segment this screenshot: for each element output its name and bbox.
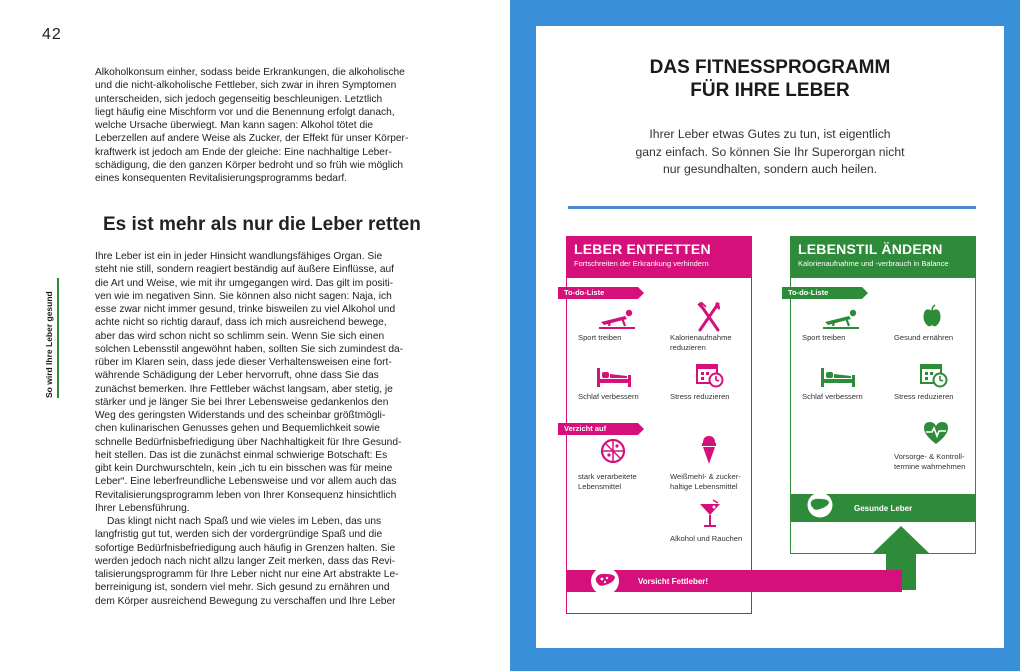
infographic-title xyxy=(536,56,1004,102)
avoid-tag: Verzicht auf xyxy=(558,423,638,435)
text-line: werden jedoch nach nicht allzu langer Zeit merken, dass das Revi- xyxy=(95,555,396,567)
text-line: achte nicht so richtig darauf, dass ich mich ausreichend bewege, xyxy=(95,317,387,329)
top-rule xyxy=(568,206,976,209)
text-line: Leber“. Eine leberfreundliche Lebensweise und vor allem auch das xyxy=(95,476,397,488)
lebensstil-aendern-header xyxy=(790,236,976,278)
fatty-liver-icon xyxy=(590,566,620,596)
text-line: dem Körper ausreichend Bewegung zu verschaffen und Ihre Leber xyxy=(95,595,396,607)
cocktail-icon xyxy=(698,498,722,528)
gesunde-leber-label: Gesunde Leber xyxy=(854,504,913,513)
item-label: Gesund ernähren xyxy=(894,333,954,342)
text-line: sofortige Bedürfnisbefriedigung auch häufig in Grenzen halten. Sie xyxy=(95,542,396,554)
text-line: kraftwerk ist jedoch am Ende der gleiche: Eine nachhaltige Leber- xyxy=(95,146,392,158)
text-line: berreinigung ist, sondern viel mehr. Sich gesund zu ernähren und xyxy=(95,582,390,594)
todo-item-schlaf xyxy=(802,392,892,402)
heart-pulse-icon xyxy=(922,420,950,446)
fork-knife-icon xyxy=(696,302,722,332)
section-heading: Es ist mehr als nur die Leber retten xyxy=(103,214,421,235)
todo-item-ernaehren xyxy=(894,333,984,343)
bed-icon xyxy=(820,366,856,388)
text-line: heit stellen. Das ist die zunächst einmal schwierige Botschaft: Es xyxy=(95,449,388,461)
item-label: Sport treiben xyxy=(802,333,846,342)
text-line: liegt häufig eine Mischform vor und die Benennung erfolgt danach, xyxy=(95,106,395,118)
text-line: Das klingt nicht nach Spaß und wie vieles im Leben, das uns xyxy=(107,516,382,527)
column-heading: LEBER ENTFETTEN xyxy=(574,241,711,257)
text-line: Leberzellen auf andere Weise als Zucker, der Effekt für unser Körper- xyxy=(95,133,409,145)
text-line: eines konsequenten Revitalisierungsprogramms bedarf. xyxy=(95,173,347,184)
text-line: steht nie still, sondern reagiert beständig auf äußere Einflüsse, auf xyxy=(95,264,395,276)
todo-tag-right: To-do-Liste xyxy=(782,287,862,299)
pushup-icon xyxy=(598,308,636,330)
leber-entfetten-header xyxy=(566,236,752,278)
item-label: Stress reduzieren xyxy=(670,392,730,401)
todo-item-stress xyxy=(670,392,760,402)
title-line: DAS FITNESSPROGRAMM xyxy=(649,57,891,78)
intro-paragraph xyxy=(95,66,425,185)
item-label: Sport treiben xyxy=(578,333,622,342)
side-chapter-label xyxy=(44,278,58,398)
healthy-liver-icon xyxy=(806,492,834,518)
text-line: chen kulinarischen Genusses gehen und Bequemlichkeit sowie xyxy=(95,423,380,435)
column-heading: LEBENSTIL ÄNDERN xyxy=(798,241,943,257)
infographic-panel xyxy=(536,26,1004,648)
text-line: schädigung, die den ganzen Körper bedroht und so früh wie möglich xyxy=(95,159,404,171)
pizza-icon xyxy=(600,438,626,464)
side-chapter-rule xyxy=(57,278,59,398)
page-number: 42 xyxy=(42,26,62,43)
text-line: zunächst bemerken. Ihre Fettleber wächst langsam, aber stetig, je xyxy=(95,383,393,395)
subtitle-line: Ihrer Leber etwas Gutes zu tun, ist eigentlich xyxy=(649,127,891,141)
text-line: esse zwar nicht immer gesund, trinke bisweilen zu viel Alkohol und xyxy=(95,304,396,315)
item-label: Weißmehl- & zucker- xyxy=(670,472,741,481)
item-label: Lebensmittel xyxy=(578,481,622,491)
text-line: welche Ursache überwiegt. Man kann sagen: Alkohol tötet die xyxy=(95,120,374,131)
item-label: Vorsorge- & Kontroll- xyxy=(894,452,965,461)
item-label: termine wahrnehmen xyxy=(894,461,966,471)
text-line: Ihrer Lebensführung. xyxy=(95,502,190,514)
right-page xyxy=(510,0,1020,671)
text-line: gibt kein Durchwurschteln, kein „ich tu ein bisschen was für meine xyxy=(95,463,393,474)
item-label: haltige Lebensmittel xyxy=(670,481,738,491)
vorsicht-fettleber-label: Vorsicht Fettleber! xyxy=(638,577,709,586)
todo-item-sport xyxy=(578,333,668,343)
column-subheading: Fortschreiten der Erkrankung verhindern xyxy=(574,259,709,268)
text-line: talisierungsprogramm für Ihre Leber nicht nur eine Art abstrakte Le- xyxy=(95,569,399,580)
item-label: Schlaf verbessern xyxy=(578,392,639,401)
item-label: stark verarbeitete xyxy=(578,472,637,481)
text-line: die Art und Weise, wie mit ihr umgegangen wird. Das gilt im positi- xyxy=(95,277,394,289)
todo-item-vorsorge xyxy=(894,452,984,471)
todo-item-stress xyxy=(894,392,984,402)
text-line: Weg des geringsten Widerstands und des scheinbar größtmögli- xyxy=(95,410,386,421)
subtitle-line: nur gesundhalten, sondern auch heilen. xyxy=(662,162,878,176)
ice-cream-icon xyxy=(700,434,718,466)
bed-icon xyxy=(596,366,632,388)
todo-item-sport xyxy=(802,333,892,343)
text-line: Ihre Leber ist ein in jeder Hinsicht wandlungsfähiges Organ. Sie xyxy=(95,251,383,262)
todo-item-schlaf xyxy=(578,392,668,402)
text-line: rüber im Klaren sein, dass jede dieser Verhaltensweisen eine fort- xyxy=(95,357,392,368)
avoid-item-verarbeitet xyxy=(578,472,668,491)
text-line: unterscheiden, sich jedoch gegenseitig beschleunigen. Letztlich xyxy=(95,93,383,105)
text-line: Revitalisierungsprogramm leben von Ihrer Konsequenz hinsichtlich xyxy=(95,489,397,501)
text-line: und die nicht-alkoholische Fettleber, sich zwar in ihren Symptomen xyxy=(95,80,397,92)
todo-tag-left: To-do-Liste xyxy=(558,287,638,299)
apple-icon xyxy=(922,304,942,328)
subtitle-line: ganz einfach. So können Sie Ihr Superorgan nicht xyxy=(635,144,905,159)
text-line: stärker und je länger Sie bei Ihrer Lebensweise gedankenlos den xyxy=(95,396,389,408)
calendar-clock-icon xyxy=(920,362,948,388)
item-label: Schlaf verbessern xyxy=(802,392,863,401)
todo-item-kalorien xyxy=(670,333,760,352)
item-label: Alkohol und Rauchen xyxy=(670,534,743,543)
text-line: aber das wird schon nicht so schlimm sein. Wenn Sie sich einen xyxy=(95,330,385,342)
column-subheading: Kalorienaufnahme und -verbrauch in Balance xyxy=(798,259,949,268)
item-label: reduzieren xyxy=(670,342,706,352)
side-chapter-label-text: So wird Ihre Leber gesund xyxy=(44,291,54,398)
item-label: Stress reduzieren xyxy=(894,392,954,401)
pushup-icon xyxy=(822,308,860,330)
item-label: Kalorienaufnahme xyxy=(670,333,732,342)
title-line: FÜR IHRE LEBER xyxy=(690,80,850,101)
text-line: ven wie im negativen Sinn. Sie können also nicht sagen: Naja, ich xyxy=(95,290,392,302)
text-line: Alkoholkonsum einher, sodass beide Erkrankungen, die alkoholische xyxy=(95,67,405,78)
text-line: langfristig gut tut, werden sich der vordergründige Spaß und die xyxy=(95,529,383,541)
text-line: schnelle Bedürfnisbefriedigung über Nachhaltigkeit für Ihre Gesund- xyxy=(95,436,402,448)
avoid-item-zucker xyxy=(670,472,760,491)
calendar-clock-icon xyxy=(696,362,724,388)
avoid-item-alkohol xyxy=(670,534,760,544)
text-line: solchen Lebensstil angewöhnt haben, sollten Sie sich zumindest da- xyxy=(95,343,404,355)
body-paragraph xyxy=(95,250,425,608)
infographic-subtitle xyxy=(536,126,1004,179)
text-line: währende Schädigung der Leber hervorruft, ohne dass Sie das xyxy=(95,370,379,382)
